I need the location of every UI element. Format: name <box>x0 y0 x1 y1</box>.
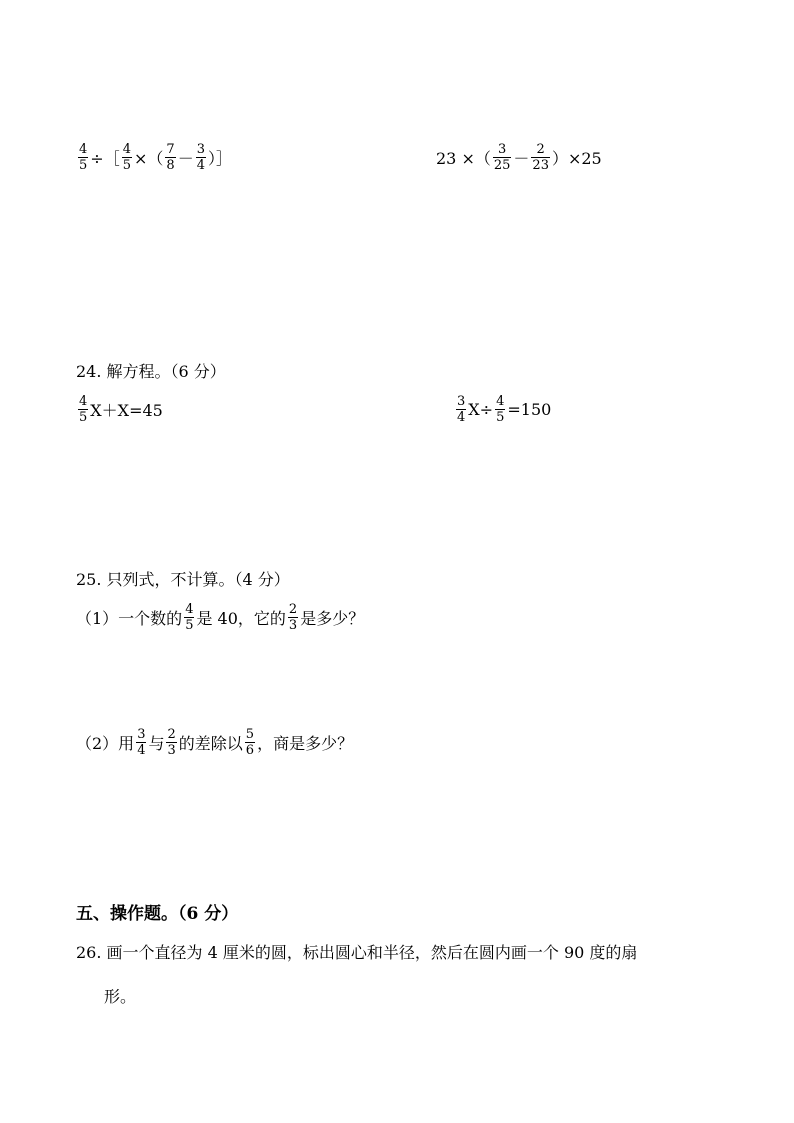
equation-2 <box>454 394 551 425</box>
expression-1 <box>76 142 232 173</box>
operator: － <box>177 149 194 168</box>
fraction: $\frac{4}{5}$ <box>122 142 131 173</box>
prefix: 23 ×（ <box>436 149 491 168</box>
fraction: $\frac{4}{5}$ <box>79 142 88 173</box>
fraction: $\frac{2}{23}$ <box>532 142 549 173</box>
fraction: $\frac{4}{5}$ <box>79 394 88 425</box>
fraction: $\frac{4}{5}$ <box>496 394 505 425</box>
suffix: ）×25 <box>551 149 602 168</box>
fraction: $\frac{2}{3}$ <box>167 727 176 758</box>
operator: ÷［ <box>90 149 120 168</box>
question-25-part-1: （1）一个数的 $\frac{4}{5}$ 是 40，它的 $\frac{2}{3}$ 是多少？ <box>76 602 365 633</box>
operator: ）］ <box>207 149 232 168</box>
equation-rest: X＋X=45 <box>90 401 163 420</box>
fraction: $\frac{3}{4}$ <box>196 142 205 173</box>
equation-mid: X÷ <box>468 400 494 419</box>
operator: ×（ <box>133 149 164 168</box>
fraction: $\frac{7}{8}$ <box>166 142 175 173</box>
question-24-title: 24. 解方程。（6 分） <box>76 362 226 381</box>
question-26-line-2: 形。 <box>104 987 137 1006</box>
equation-rest: =150 <box>507 400 552 419</box>
section-5-heading: 五、操作题。（6 分） <box>76 904 239 924</box>
fraction: $\frac{3}{4}$ <box>457 394 466 425</box>
fraction: $\frac{2}{3}$ <box>288 602 298 633</box>
fraction: $\frac{5}{6}$ <box>245 727 255 758</box>
fraction: $\frac{3}{4}$ <box>137 727 146 758</box>
question-26-line-1: 26. 画一个直径为 4 厘米的圆，标出圆心和半径，然后在圆内画一个 90 度的扇 <box>76 943 638 962</box>
fraction: $\frac{3}{25}$ <box>493 142 511 173</box>
question-25-part-2: （2）用 $\frac{3}{4}$ 与 $\frac{2}{3}$ 的差除以 $\frac{5}{6}$ ，商是多少？ <box>76 727 354 758</box>
fraction: $\frac{4}{5}$ <box>185 602 194 633</box>
question-25-title: 25. 只列式，不计算。（4 分） <box>76 570 290 589</box>
expression-2 <box>436 142 602 173</box>
operator: － <box>513 149 530 168</box>
equation-1 <box>76 394 163 425</box>
